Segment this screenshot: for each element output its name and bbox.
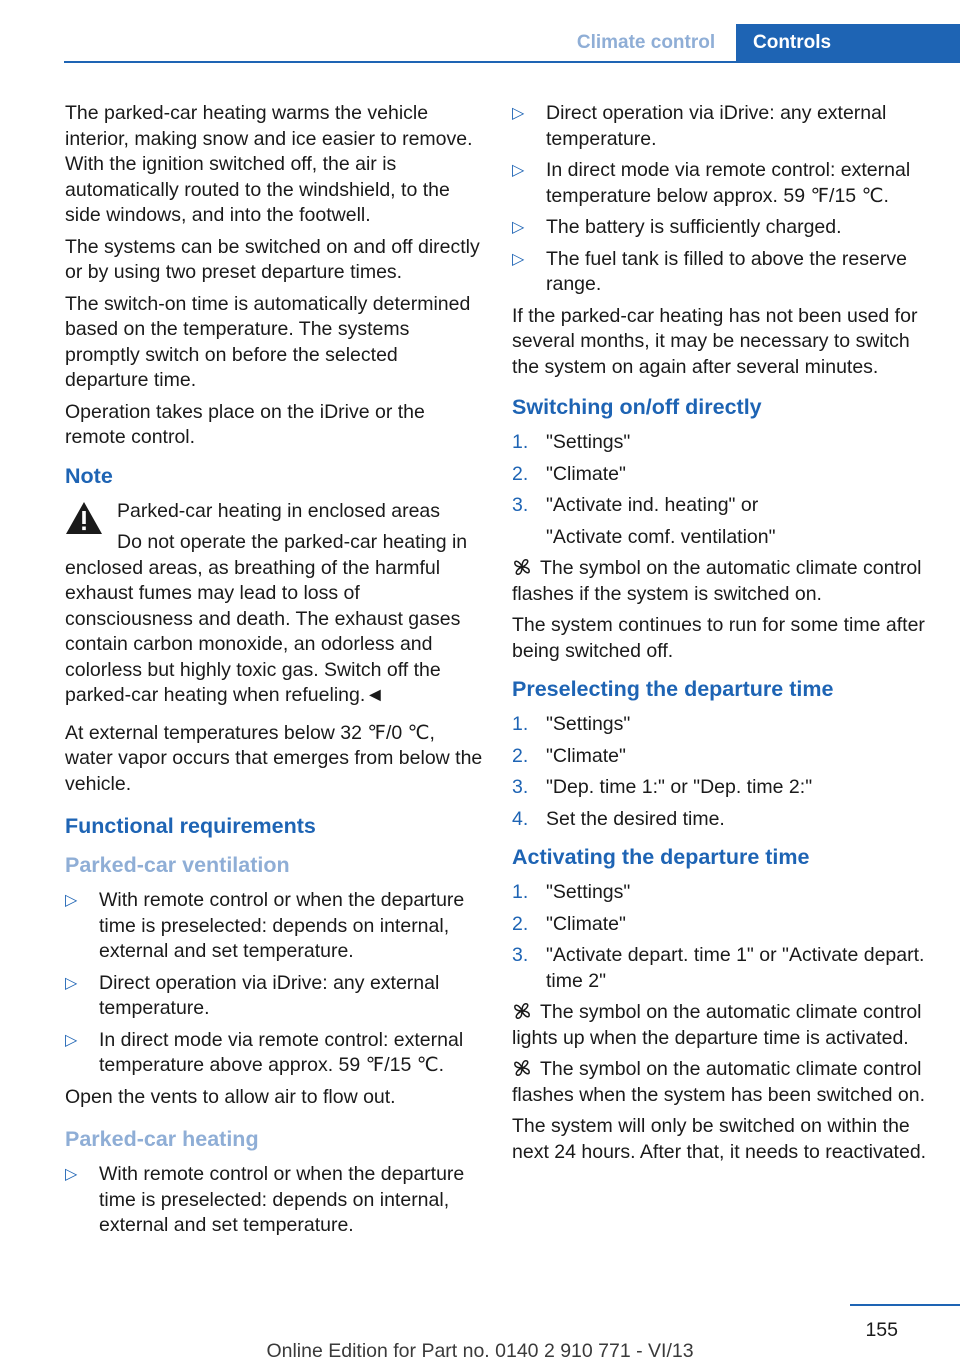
list-item: ▷ Direct operation via iDrive: any external temperature. bbox=[512, 102, 887, 150]
right-column bbox=[512, 101, 932, 1171]
triangle-bullet-icon: ▷ bbox=[512, 250, 525, 268]
footer-rule bbox=[850, 1304, 960, 1306]
list-item: 2. "Climate" bbox=[512, 912, 626, 935]
list-item: ▷ The fuel tank is filled to above the reserve range. bbox=[512, 247, 907, 295]
triangle-bullet-icon: ▷ bbox=[65, 974, 78, 992]
left-column bbox=[65, 101, 483, 1245]
header-chapter-tab: Controls bbox=[736, 24, 960, 61]
list-item: 3. "Activate depart. time 1" or "Activate depart. time 2" bbox=[512, 944, 925, 992]
intro-paragraph: The systems can be switched on and off directly or by using two preset departure times. bbox=[65, 235, 480, 283]
continue-paragraph: The system continues to run for some time after being switched off. bbox=[512, 614, 925, 662]
heating-heading: Parked-car heating bbox=[65, 1127, 259, 1151]
activate-heading: Activating the departure time bbox=[512, 845, 810, 869]
list-item: ▷ In direct mode via remote control: external temperature above approx. 59 ℉/15 ℃. bbox=[65, 1028, 464, 1076]
list-item: ▷ Direct operation via iDrive: any external temperature. bbox=[65, 971, 440, 1019]
note-heading: Note bbox=[65, 463, 113, 488]
vents-paragraph: Open the vents to allow air to flow out. bbox=[65, 1085, 396, 1108]
warning-body: Do not operate the parked-car heating in enclosed areas, as breathing of the harmful exhaust fumes may lead to loss of consciousness and death. The exhaust gases contain carbon monoxide, an odorless and colorless but highly toxic gas. Switch off the parked-car heating when refueling.◄ bbox=[65, 531, 468, 706]
header-section-title: Climate control bbox=[576, 32, 716, 53]
list-item: 2. "Climate" bbox=[512, 462, 626, 485]
heating-list-continued bbox=[512, 101, 932, 298]
list-item: 3. "Dep. time 1:" or "Dep. time 2:" bbox=[512, 776, 813, 798]
heating-list bbox=[65, 1162, 483, 1239]
intro-paragraph: The switch-on time is automatically determined based on the temperature. The systems promptly switch on before the selected departure time. bbox=[65, 292, 471, 391]
switching-steps bbox=[512, 430, 932, 550]
fan-icon bbox=[512, 557, 532, 577]
final-paragraph: The system will only be switched on within the next 24 hours. After that, it needs to reactivated. bbox=[512, 1115, 927, 1163]
footer-edition-text: Online Edition for Part no. 0140 2 910 771 - VI/13 bbox=[266, 1340, 694, 1362]
list-item: 1. "Settings" bbox=[512, 713, 631, 735]
list-item: ▷ In direct mode via remote control: external temperature below approx. 59 ℉/15 ℃. bbox=[512, 159, 911, 207]
warning-block bbox=[65, 499, 483, 709]
intro-paragraph: Operation takes place on the iDrive or the remote control. bbox=[65, 400, 425, 448]
list-item: 1. "Settings" bbox=[512, 881, 631, 903]
page-number: 155 bbox=[865, 1319, 898, 1341]
triangle-bullet-icon: ▷ bbox=[512, 219, 525, 236]
list-item: 1. "Settings" bbox=[512, 431, 631, 453]
ventilation-list bbox=[65, 888, 483, 1079]
symbol-paragraph: The symbol on the automatic climate control lights up when the departure time is activated. bbox=[512, 1001, 922, 1049]
triangle-bullet-icon: ▷ bbox=[512, 105, 525, 122]
symbol-paragraph: The symbol on the automatic climate control flashes when the system has been switched on. bbox=[512, 1058, 925, 1106]
preselect-heading: Preselecting the departure time bbox=[512, 677, 834, 701]
triangle-bullet-icon: ▷ bbox=[65, 1031, 78, 1049]
triangle-bullet-icon: ▷ bbox=[65, 892, 78, 909]
fan-icon bbox=[512, 1058, 532, 1078]
symbol-paragraph: The symbol on the automatic climate control flashes if the system is switched on. bbox=[512, 557, 922, 605]
activate-steps bbox=[512, 880, 932, 994]
vapor-paragraph: At external temperatures below 32 ℉/0 ℃, water vapor occurs that emerges from below the vehicle. bbox=[65, 721, 483, 795]
list-item: ▷ With remote control or when the departure time is preselected: depends on internal, external and set temperature. bbox=[65, 889, 465, 962]
months-paragraph: If the parked-car heating has not been used for several months, it may be necessary to switch the system on again after several minutes. bbox=[512, 304, 918, 378]
list-item: 4. Set the desired time. bbox=[512, 807, 725, 830]
functional-requirements-heading: Functional requirements bbox=[65, 814, 316, 838]
ventilation-heading: Parked-car ventilation bbox=[65, 853, 290, 877]
warning-title: Parked-car heating in enclosed areas bbox=[117, 499, 441, 522]
list-item: ▷ The battery is sufficiently charged. bbox=[512, 215, 932, 241]
fan-icon bbox=[512, 1001, 532, 1021]
warning-triangle-icon bbox=[65, 501, 103, 535]
header-rule bbox=[64, 61, 960, 63]
triangle-bullet-icon: ▷ bbox=[512, 162, 525, 179]
list-item: 3. "Activate ind. heating" or "Activate comf. ventilation" bbox=[512, 494, 776, 548]
preselect-steps bbox=[512, 712, 932, 832]
page-header bbox=[0, 24, 960, 62]
list-item: 2. "Climate" bbox=[512, 744, 626, 767]
list-item: ▷ With remote control or when the departure time is preselected: depends on internal, external and set temperature. bbox=[65, 1163, 465, 1236]
switching-heading: Switching on/off directly bbox=[512, 395, 762, 419]
intro-paragraph: The parked-car heating warms the vehicle interior, making snow and ice easier to remove. With the ignition switched off, the air is automatically routed to the windshield, to the side windows, and into the footwell. bbox=[65, 102, 473, 226]
triangle-bullet-icon: ▷ bbox=[65, 1166, 78, 1183]
